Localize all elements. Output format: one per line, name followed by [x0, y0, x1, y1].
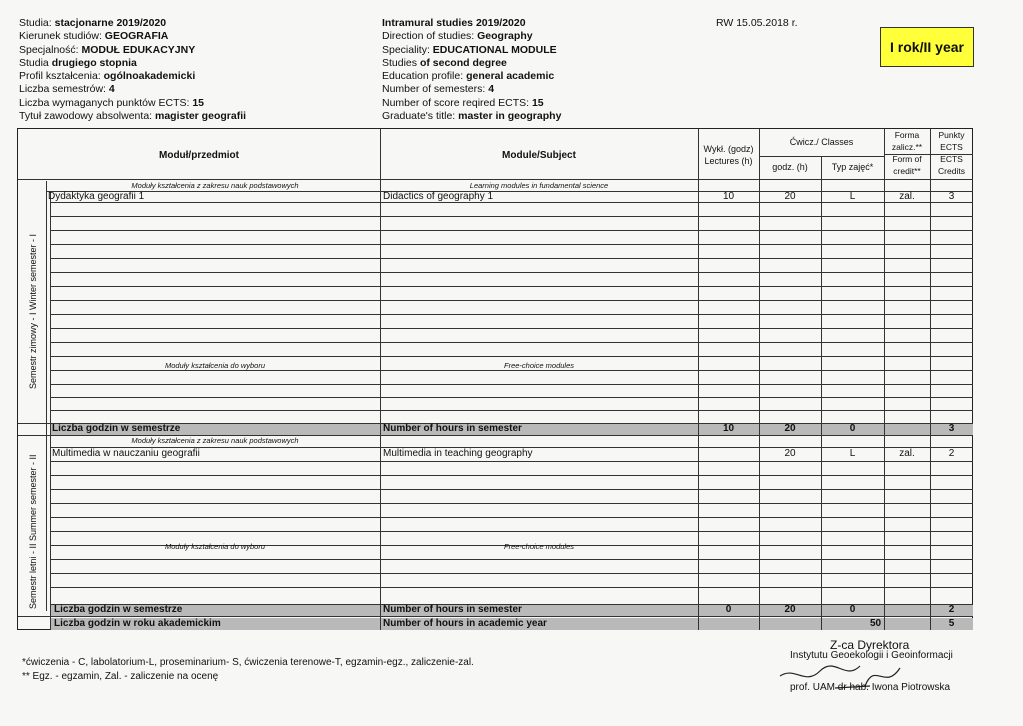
head-ects: Punkty ECTS ECTS Credits: [938, 130, 965, 176]
rw-date: RW 15.05.2018 r.: [716, 17, 798, 29]
sem1-sum-en: Number of hours in semester: [383, 423, 522, 434]
semestry-line: Liczba semestrów: 4: [19, 83, 115, 96]
sem2-free-pl: Moduły kształcenia do wyboru: [164, 542, 266, 551]
sem1-sum-typ: 0: [849, 423, 856, 434]
sem2-subject-pl: Multimedia w nauczaniu geografii: [52, 448, 200, 459]
sem1-subject-en: Didactics of geography 1: [383, 191, 494, 202]
sem2-sum-ects: 2: [948, 604, 955, 615]
signature-line2: Instytutu Geoekologii i Geoinformacji: [790, 650, 953, 661]
speciality-line: Speciality: EDUCATIONAL MODULE: [382, 43, 557, 56]
sem1-godz: 20: [784, 191, 796, 202]
header-english: [382, 17, 561, 123]
sem1-sum-pl: Liczba godzin w semestrze: [52, 423, 181, 434]
year-sum-en: Number of hours in academic year: [383, 618, 547, 629]
header-polish: [19, 17, 246, 123]
curriculum-table: [17, 128, 973, 630]
sem1-forma: zal.: [899, 191, 915, 202]
sem1-subject-pl: Dydaktyka geografii 1: [48, 191, 145, 202]
signature-line3: prof. UAM dr hab. Iwona Piotrowska: [790, 682, 951, 693]
footnote-1: *ćwiczenia - C, labolatorium-L, proseminarium- S, ćwiczenia terenowe-T, egzamin-egz., zaliczenie-zal.: [22, 657, 474, 668]
footnote-2: ** Egz. - egzamin, Zal. - zaliczenie na ocenę: [22, 671, 219, 682]
sem2-fund-pl: Moduły kształcenia z zakresu nauk podstawowych: [131, 436, 299, 445]
sem1-label: Semestr zimowy - I Winter semester - I: [28, 233, 38, 389]
sem2-label: Semestr letni - II Summer semester - II: [28, 454, 38, 609]
head-forma: Forma zalicz.** Form of credit**: [891, 130, 923, 176]
profil-line: Profil kształcenia: ogólnoakademicki: [19, 70, 196, 83]
sem2-typ: L: [849, 448, 856, 459]
sem2-ects: 2: [948, 448, 955, 459]
head-typ: Typ zajęć*: [831, 162, 874, 172]
sem2-sum-godz: 20: [784, 604, 796, 615]
sem2-forma: zal.: [899, 448, 915, 459]
year-badge: I rok/II year: [880, 27, 974, 67]
degree-line: Studies of second degree: [382, 56, 507, 69]
sem1-free-en: Free-choice modules: [503, 361, 575, 370]
ects-line: Liczba wymaganych punktów ECTS: 15: [19, 96, 205, 109]
sem2-sum-typ: 0: [849, 604, 856, 615]
signature-line1: Z-ca Dyrektora: [830, 638, 910, 652]
direction-line: Direction of studies: Geography: [382, 30, 533, 43]
sem1-typ: L: [849, 191, 856, 202]
semesters-line: Number of semesters: 4: [382, 83, 495, 96]
head-lectures: Wykł. (godz) Lectures (h): [703, 144, 754, 166]
sem2-subject-en: Multimedia in teaching geography: [383, 448, 533, 459]
head-module-pl: Moduł/przedmiot: [159, 150, 239, 161]
sem1-free-pl: Moduły kształcenia do wyboru: [164, 361, 266, 370]
profile-line: Education profile: general academic: [382, 70, 555, 83]
studies-line: Intramural studies 2019/2020: [382, 17, 526, 29]
sem2-godz: 20: [784, 448, 796, 459]
kierunek-line: Kierunek studiów: GEOGRAFIA: [19, 30, 169, 43]
sem1-fund-pl: Moduły kształcenia z zakresu nauk podstawowych: [131, 181, 299, 190]
sem1-lect: 10: [722, 191, 735, 202]
sem1-sum-godz: 20: [784, 423, 796, 434]
head-classes: Ćwicz./ Classes: [789, 137, 854, 147]
sem1-fund-en: Learning modules in fundamental science: [469, 181, 609, 190]
year-sum-ects: 5: [948, 618, 955, 629]
tytul-line: Tytuł zawodowy absolwenta: magister geografii: [19, 110, 247, 123]
title-line: Graduate's title: master in geography: [382, 110, 562, 123]
ects-en-line: Number of score reqired ECTS: 15: [382, 96, 544, 109]
year-sum-total: 50: [870, 618, 882, 629]
year-sum-pl: Liczba godzin w roku akademickim: [54, 618, 221, 629]
stopien-line: Studia drugiego stopnia: [19, 56, 137, 69]
head-godz: godz. (h): [772, 162, 808, 172]
specjalnosc-line: Specjalność: MODUŁ EDUKACYJNY: [19, 43, 196, 56]
sem1-sum-ects: 3: [948, 423, 955, 434]
sem2-free-en: Free-choice modules: [503, 542, 575, 551]
sem2-sum-lect: 0: [725, 604, 732, 615]
sem1-sum-lect: 10: [722, 423, 735, 434]
studia-line: Studia: stacjonarne 2019/2020: [19, 17, 167, 29]
sem2-sum-pl: Liczba godzin w semestrze: [54, 604, 183, 615]
head-module-en: Module/Subject: [502, 150, 576, 161]
sem1-ects: 3: [948, 191, 955, 202]
sem2-sum-en: Number of hours in semester: [383, 604, 522, 615]
